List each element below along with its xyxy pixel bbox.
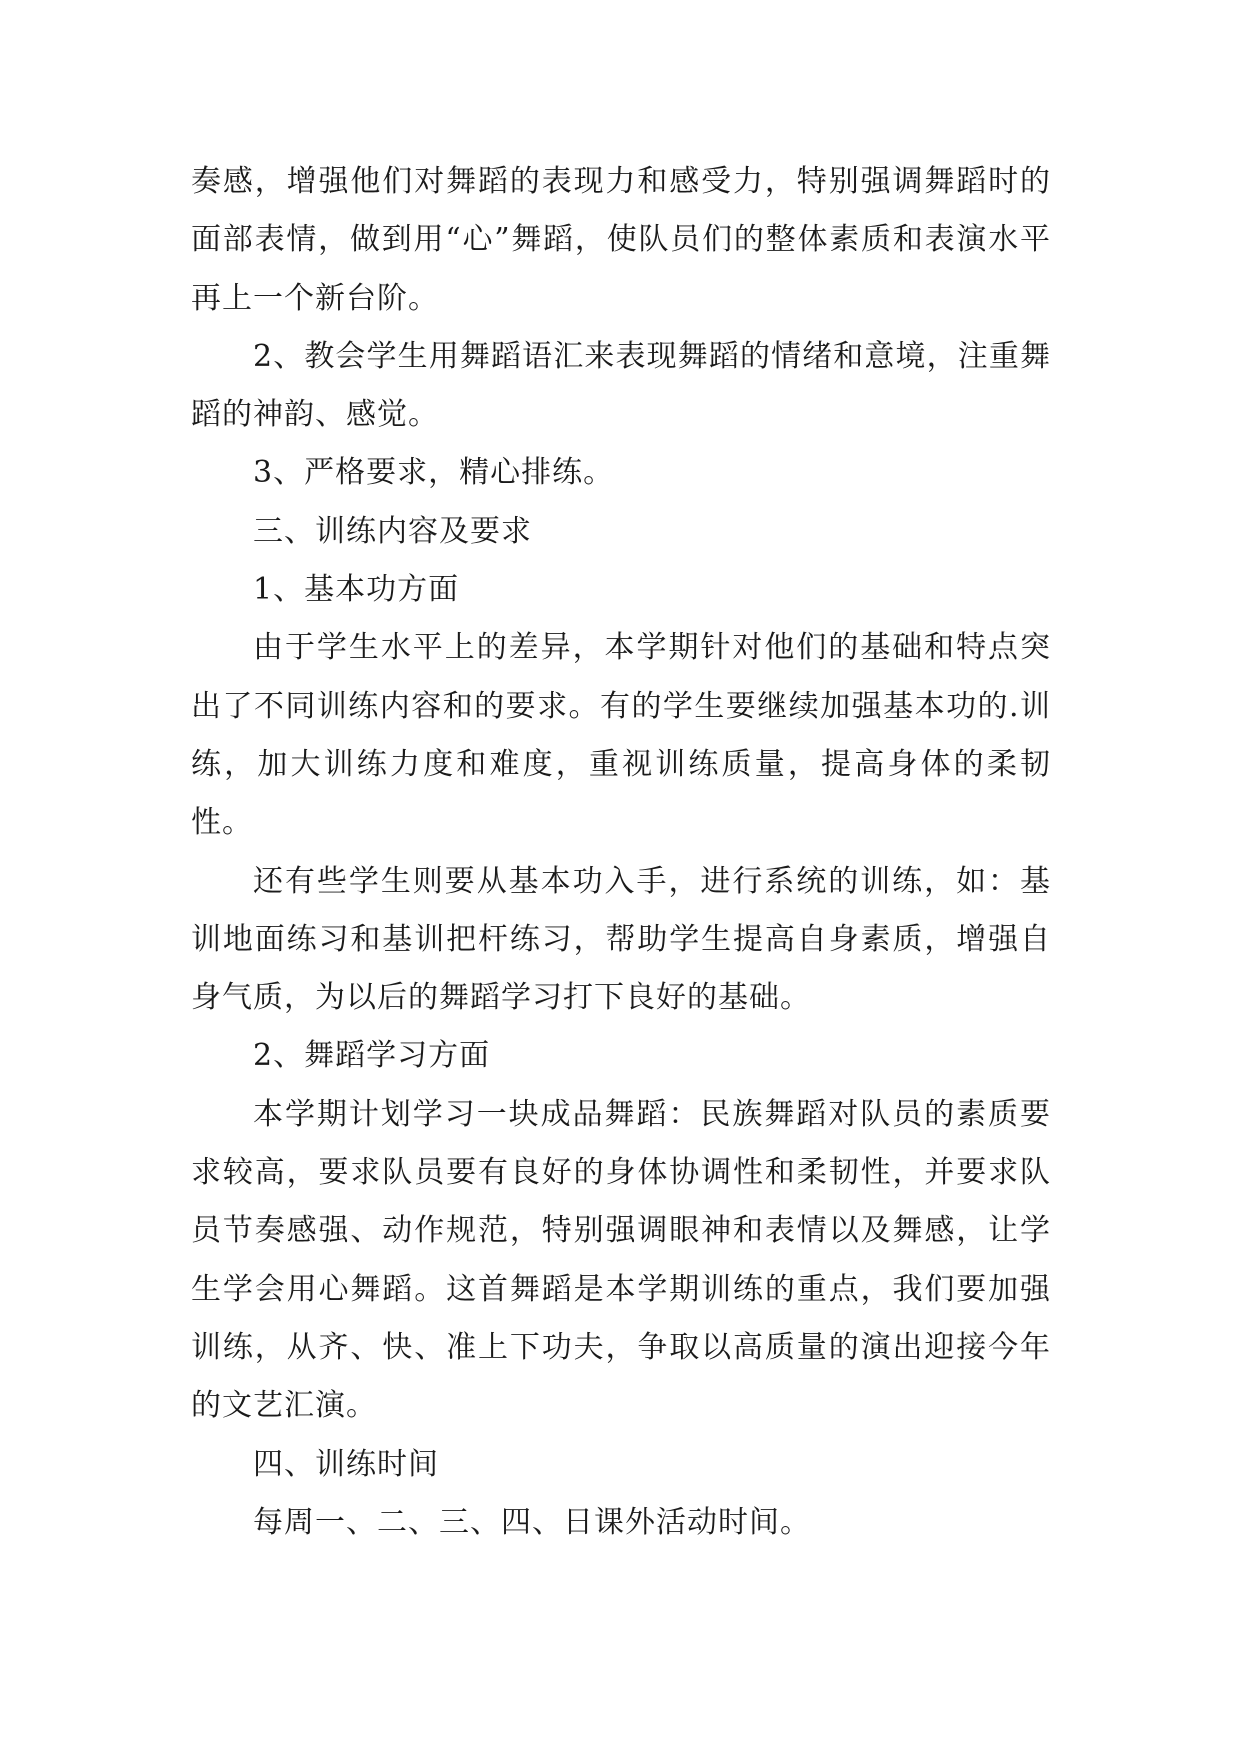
subheading-basic-skills: 1、基本功方面 [253, 572, 460, 608]
paragraph-11: 每周一、二、三、四、日课外活动时间。 [253, 1504, 811, 1540]
paragraph-1: 奏感，增强他们对舞蹈的表现力和感受力，特别强调舞蹈时的面部表情，做到用“心”舞蹈，使队员们的整体素质和表演水平再上一个新台阶。 [191, 164, 1051, 316]
document-body [191, 153, 1051, 1552]
paragraph-7: 还有些学生则要从基本功入手，进行系统的训练，如：基训地面练习和基训把杆练习，帮助学生提高自身素质，增强自身气质，为以后的舞蹈学习打下良好的基础。 [191, 863, 1051, 1016]
paragraph-2: 2、教会学生用舞蹈语汇来表现舞蹈的情绪和意境，注重舞蹈的神韵、感觉。 [191, 338, 1051, 433]
section-heading-3: 三、训练内容及要求 [253, 513, 532, 549]
paragraph-6: 由于学生水平上的差异，本学期针对他们的基础和特点突出了不同训练内容和的要求。有的学生要继续加强基本功的.训练，加大训练力度和难度，重视训练质量，提高身体的柔韧性。 [191, 630, 1051, 841]
paragraph-3: 3、严格要求，精心排练。 [253, 455, 615, 491]
paragraph-9: 本学期计划学习一块成品舞蹈：民族舞蹈对队员的素质要求较高，要求队员要有良好的身体协调性和柔韧性，并要求队员节奏感强、动作规范，特别强调眼神和表情以及舞感，让学生学会用心舞蹈。这首舞蹈是本学期训练的重点，我们要加强训练，从齐、快、准上下功夫，争取以高质量的演出迎接今年的文艺汇演。 [191, 1096, 1051, 1424]
section-heading-4: 四、训练时间 [253, 1446, 439, 1482]
subheading-dance-learning: 2、舞蹈学习方面 [253, 1038, 491, 1074]
